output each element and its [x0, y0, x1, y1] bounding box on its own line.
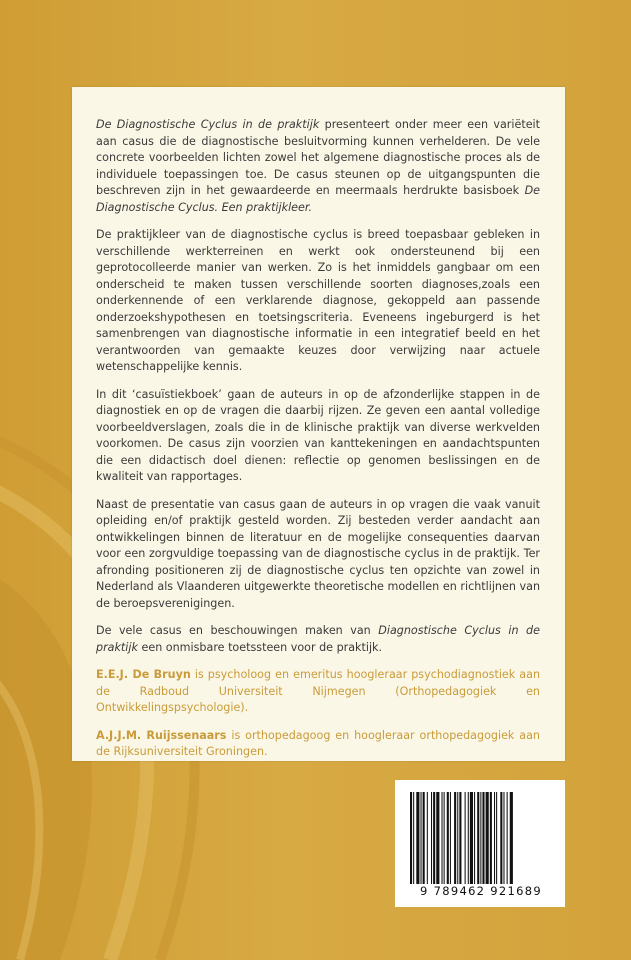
barcode-bar — [474, 792, 475, 884]
barcode-bar — [480, 792, 481, 884]
barcode-bar — [416, 792, 419, 884]
barcode-bar — [436, 792, 439, 884]
author-bio-1: E.E.J. De Bruyn is psycholoog en emeritus hoogleraar psychodiagnostiek aan de Radboud Universiteit Nijmegen (Orthopedagogiek en Ontwikkelingspsychologie). — [96, 668, 540, 714]
barcode-bar — [503, 792, 504, 884]
barcode-bar — [465, 792, 466, 884]
barcode-bar — [413, 792, 414, 884]
barcode-bar — [510, 792, 513, 884]
book-title-italic: De Diagnostische Cyclus in de praktijk — [96, 118, 320, 131]
barcode-bar — [459, 792, 461, 884]
barcode-bar — [454, 792, 456, 884]
paragraph-5: De vele casus en beschouwingen maken van Diagnostische Cyclus in de praktijk een onmisbare toetssteen voor de praktijk. — [96, 624, 540, 654]
author-name-2: A.J.J.M. Ruijssenaars — [96, 728, 227, 742]
author-name-1: E.E.J. De Bruyn — [96, 668, 191, 681]
barcode-bar — [482, 792, 484, 884]
barcode-bar — [431, 792, 432, 884]
barcode-bar — [447, 792, 449, 884]
paragraph-3: In dit ‘casuïstiekboek’ gaan de auteurs in op de afzonderlijke stappen in de diagnostiek en op de vragen die daarbij rijzen. Ze geven een aantal volledige voorbeeldverslagen, zoals die in de klinische praktijk van diverse werkvelden voorkomen. De casus zijn voorzien van kanttekeningen en aandachtspunten die een didactisch doel dienen: reflectie op genomen beslissingen en de kwaliteit van rapportages. — [96, 387, 540, 483]
barcode-bar — [468, 792, 469, 884]
barcode-bar — [457, 792, 458, 884]
barcode-bars — [410, 792, 552, 884]
barcode-bar — [477, 792, 479, 884]
barcode-bar — [450, 792, 451, 884]
barcode-bar — [442, 792, 443, 884]
isbn-number: 9 789462 921689 — [420, 884, 542, 898]
barcode — [395, 780, 565, 907]
author-bio-2: A.J.J.M. Ruijssenaars is orthopedagoog en hoogleraar orthopedagogiek aan de Rijksuniversiteit Groningen. — [96, 728, 540, 758]
barcode-bar — [507, 792, 508, 884]
paragraph-4: Naast de presentatie van casus gaan de auteurs in op vragen die vaak vanuit opleiding en/of praktijk gesteld worden. Zij besteden verder aandacht aan ontwikkelingen binnen de literatuur en de mogelijke consequenties daarvan voor een zorgvuldige toepassing van de diagnostische cyclus in de praktijk. Ter afronding positioneren zij de diagnostische cyclus ten opzichte van zowel in Nederland als Vlaanderen uitgewerkte theoretische modellen en richtlijnen van de beroepsverenigingen. — [96, 497, 540, 610]
barcode-bar — [421, 792, 422, 884]
barcode-bar — [470, 792, 473, 884]
barcode-bar — [410, 792, 412, 884]
barcode-bar — [433, 792, 435, 884]
paragraph-1: De Diagnostische Cyclus in de praktijk presenteert onder meer een variëteit aan casus die de diagnostische besluitvorming kunnen verhelderen. De vele concrete voorbeelden lichten zowel het algemene diagnostische proces als de individuele toepassingen toe. De casus steunen op de uitgangspunten die beschreven zijn in het gewaardeerde en meermaals herdrukte basisboek De Diagnostische Cyclus. Een praktijkleer. — [96, 118, 541, 214]
barcode-bar — [427, 792, 428, 884]
barcode-bar — [444, 792, 445, 884]
barcode-bar — [496, 792, 497, 884]
blurb-text — [96, 117, 540, 772]
paragraph-2: De praktijkleer van de diagnostische cyclus is breed toepasbaar gebleken in verschillende werkterreinen en werkt ook ondersteunend bij een geprotocolleerde manier van werken. Zo is het inmiddels gangbaar om een onderscheid te maken tussen verschillende soorten diagnoses,zoals een onderkennende of een verklarende diagnose, gekoppeld aan passende onderzoekshypothesen en toetsingscriteria. Eveneens ingeburgerd is het samenbrengen van diagnostische informatie in een integratief beeld en het verantwoorden van gemaakte keuzes door verwijzing naar actuele wetenschappelijke kennis. — [96, 228, 540, 373]
barcode-bar — [490, 792, 492, 884]
barcode-bar — [494, 792, 495, 884]
barcode-bar — [423, 792, 425, 884]
barcode-bar — [500, 792, 502, 884]
basisboek-title-italic: De Diagnostische Cyclus. Een praktijkleer. — [96, 184, 540, 214]
barcode-bar — [486, 792, 489, 884]
